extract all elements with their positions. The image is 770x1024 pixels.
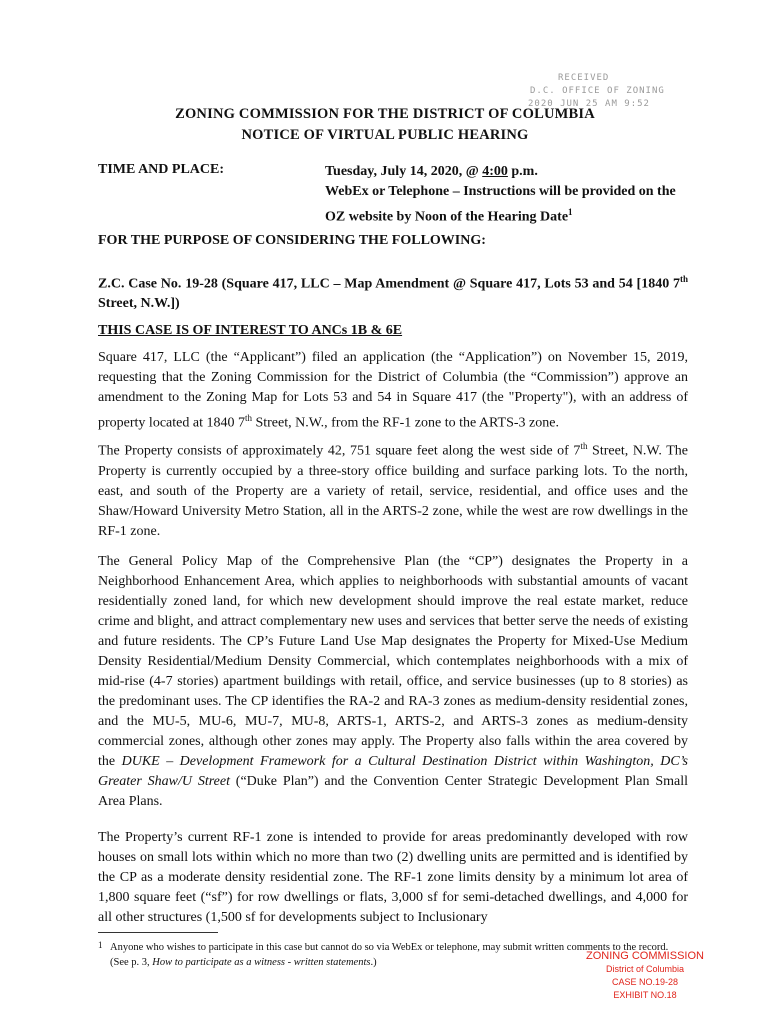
hearing-date: Tuesday, July 14, 2020, @ 4:00 p.m. — [325, 164, 538, 179]
document-title: ZONING COMMISSION FOR THE DISTRICT OF COLUMBIA — [175, 106, 595, 122]
paragraph-comprehensive-plan: The General Policy Map of the Comprehensive Plan (the “CP”) designates the Property in a Neighborhood Enhancement Area, which applies to neighborhoods with substantial amounts of vacant residentially zoned land, for which new development should improve the real estate market, reduce crime and blight, and attract complementary new uses and services that better serve the needs of existing and future residents. The CP’s Future Land Use Map designates the Property for Mixed-Use Medium Density Residential/Medium Density Commercial, which contemplates neighborhoods with a mix of mid-rise (4-7 stories) apartment buildings with retail, office, and service businesses (up to 8 stories) as the predominant uses. The CP identifies the RA-2 and RA-3 zones as medium-density residential zones, and the MU-5, MU-6, MU-7, MU-8, ARTS-1, ARTS-2, and ARTS-3 zones as medium-density commercial zones, although other zones may apply. The Property also falls within the area covered by the DUKE – Development Framework for a Cultural Destination District within Washington, DC’s Greater Shaw/U Street (“Duke Plan”) and the Convention Center Strategic Development Plan Small Area Plans. — [98, 554, 688, 809]
stamp-line: D.C. OFFICE OF ZONING — [530, 86, 665, 96]
time-place-details — [325, 162, 695, 228]
exhibit-line: CASE NO.19-28 — [611, 977, 679, 987]
stamp-line: RECEIVED — [558, 73, 610, 83]
case-title: Z.C. Case No. 19-28 (Square 417, LLC – Map Amendment @ Square 417, Lots 53 and 54 [1840 7th Street, N.W.]) — [98, 274, 688, 311]
paragraph-application: Square 417, LLC (the “Applicant”) filed an application (the “Application”) on November 15, 2019, requesting that the Zoning Commission for the District of Columbia (the “Commission”) approve an amendment to the Zoning Map for Lots 53 and 54 in Square 417 (the "Property"), with an address of property located at 1840 7th Street, N.W., from the RF-1 zone to the ARTS-3 zone. — [98, 350, 688, 431]
footnote-number: 1 — [98, 940, 103, 950]
footnote-text: Anyone who wishes to participate in this case but cannot do so via WebEx or telephone, may submit written comments to the record. (See p. 3, How to participate as a witness - written statements.) — [110, 942, 669, 968]
hearing-location: WebEx or Telephone – Instructions will be provided on the OZ website by Noon of the Hearing Date$^1$ — [325, 184, 676, 225]
document-subtitle: NOTICE OF VIRTUAL PUBLIC HEARING — [241, 127, 529, 143]
footnote-divider — [98, 932, 218, 933]
exhibit-stamp — [570, 950, 720, 1002]
paragraph-property: The Property consists of approximately 42, 751 square feet along the west side of 7th Street, N.W. The Property is currently occupied by a three-story office building and surface parking lots. To the north, east, and south of the Property are a variety of retail, service, residential, and office uses and the Shaw/Howard University Metro Station, all in the ARTS-2 zone, while the west are row dwellings in the RF-1 zone. — [98, 441, 688, 539]
exhibit-line: District of Columbia — [605, 964, 685, 974]
stamp-line: 2020 JUN 25 AM 9:52 — [528, 99, 650, 109]
exhibit-line: EXHIBIT NO.18 — [613, 990, 677, 1000]
interest-heading: THIS CASE IS OF INTEREST TO ANCs 1B & 6E — [98, 323, 403, 338]
purpose-heading: FOR THE PURPOSE OF CONSIDERING THE FOLLOWING: — [98, 233, 486, 248]
time-place-label: TIME AND PLACE: — [98, 162, 225, 177]
exhibit-line: ZONING COMMISSION — [586, 950, 704, 962]
paragraph-rf1-zone: The Property’s current RF-1 zone is intended to provide for areas predominantly developed with row houses on small lots within which no more than two (2) dwelling units are permitted and is identified by the CP as a moderate density residential zone. The RF-1 zone limits density by a minimum lot area of 1,800 square feet (“sf”) for row dwellings or flats, 3,000 sf for semi-detached dwellings, and 4,000 for all other structures (1,500 sf for developments subject to Inclusionary — [98, 830, 688, 925]
